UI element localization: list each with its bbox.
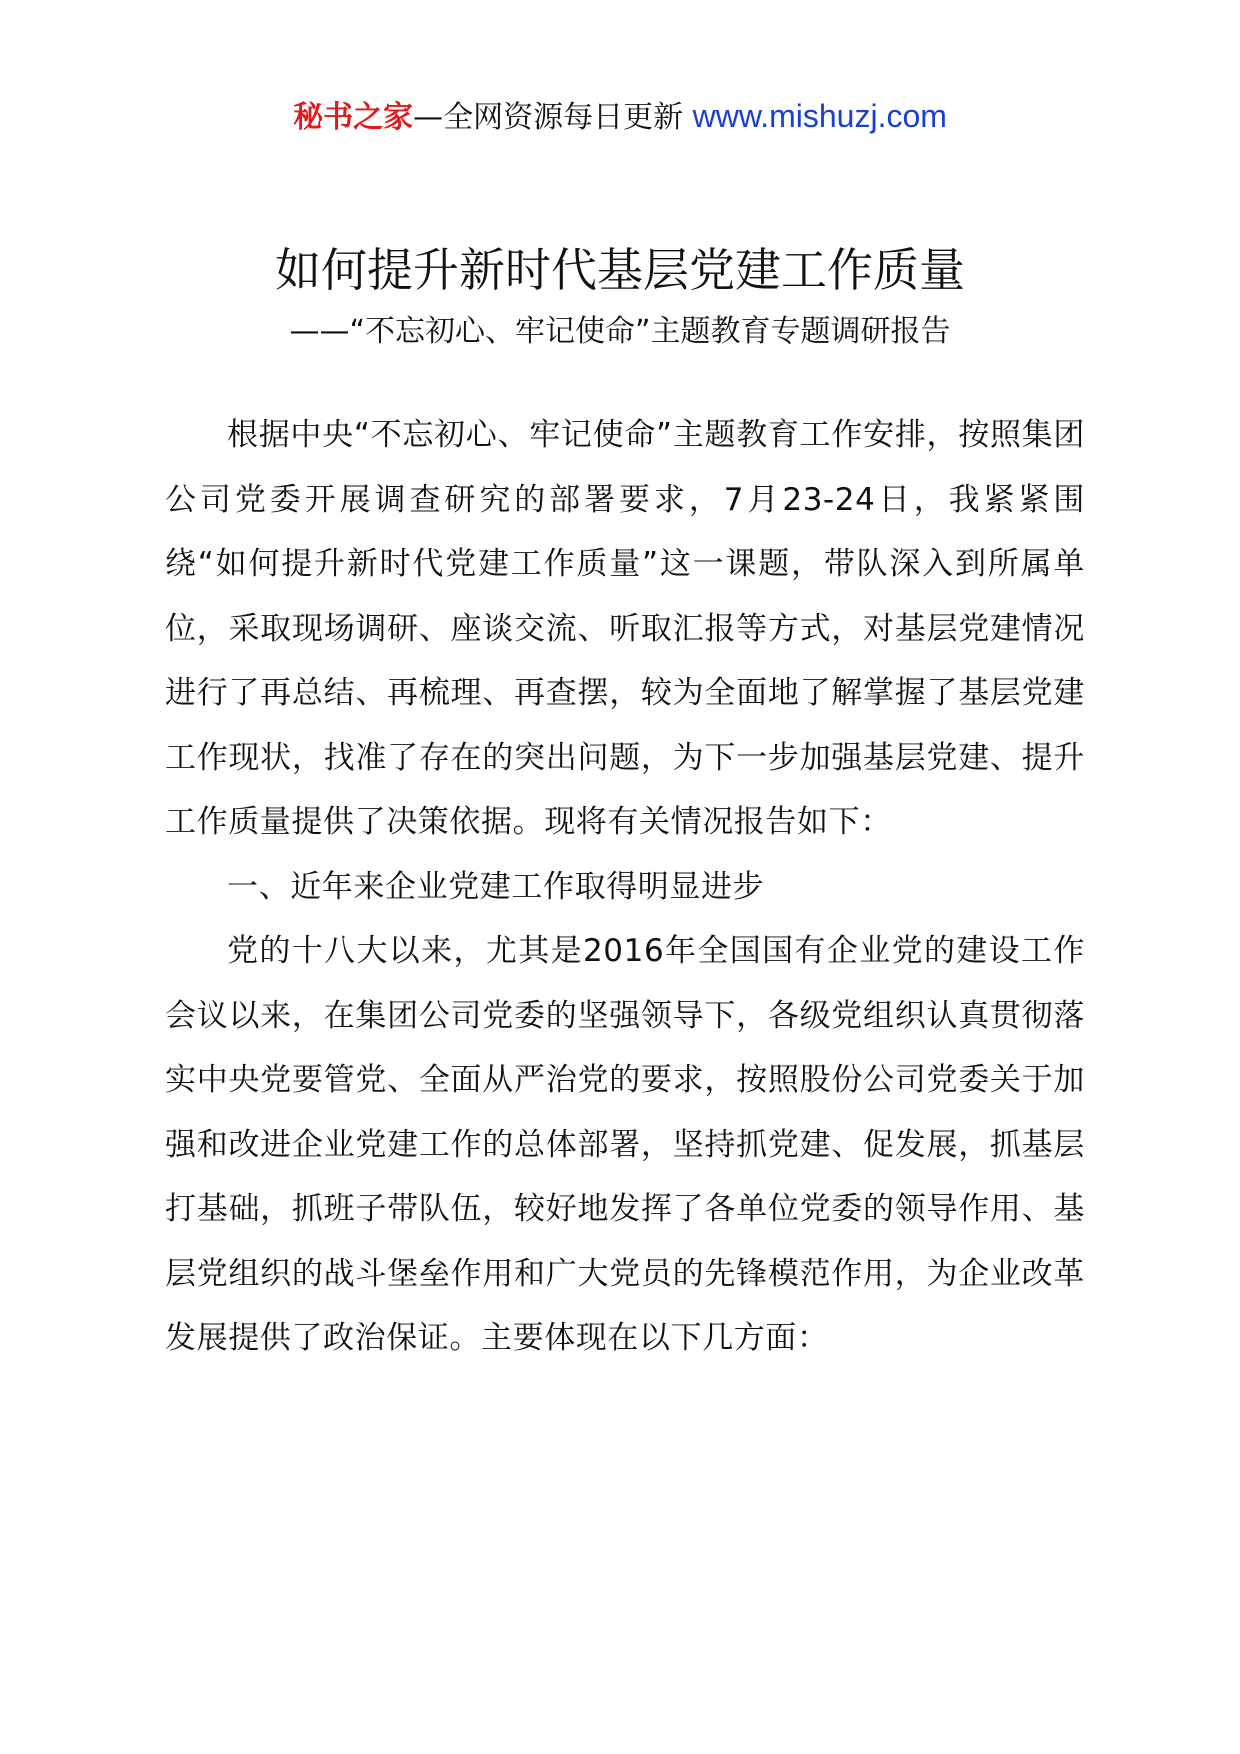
site-header (0, 96, 1240, 138)
document-subtitle: ——“不忘初心、牢记使命”主题教育专题调研报告 (289, 314, 951, 349)
header-slogan: —全网资源每日更新 (413, 100, 684, 135)
document-title: 如何提升新时代基层党建工作质量 (275, 243, 965, 297)
document-body (165, 403, 1085, 1371)
section-paragraph: 党的十八大以来，尤其是2016年全国国有企业党的建设工作会议以来，在集团公司党委的坚强领导下，各级党组织认真贯彻落实中央党要管党、全面从严治党的要求，按照股份公司党委关于加强和改进企业党建工作的总体部署，坚持抓党建、促发展，抓基层打基础，抓班子带队伍，较好地发挥了各单位党委的领导作用、基层党组织的战斗堡垒作用和广大党员的先锋模范作用，为企业改革发展提供了政治保证。主要体现在以下几方面： (165, 933, 1085, 1356)
section-heading: 一、近年来企业党建工作取得明显进步 (227, 868, 765, 905)
brand-name: 秘书之家 (293, 100, 414, 135)
site-url-link[interactable]: www.mishuzj.com (692, 98, 947, 134)
intro-paragraph: 根据中央“不忘初心、牢记使命”主题教育工作安排，按照集团公司党委开展调查研究的部署要求，7月23-24日，我紧紧围绕“如何提升新时代党建工作质量”这一课题，带队深入到所属单位，采取现场调研、座谈交流、听取汇报等方式，对基层党建情况进行了再总结、再梳理、再查摆，较为全面地了解掌握了基层党建工作现状，找准了存在的突出问题，为下一步加强基层党建、提升工作质量提供了决策依据。现将有关情况报告如下： (165, 417, 1085, 840)
